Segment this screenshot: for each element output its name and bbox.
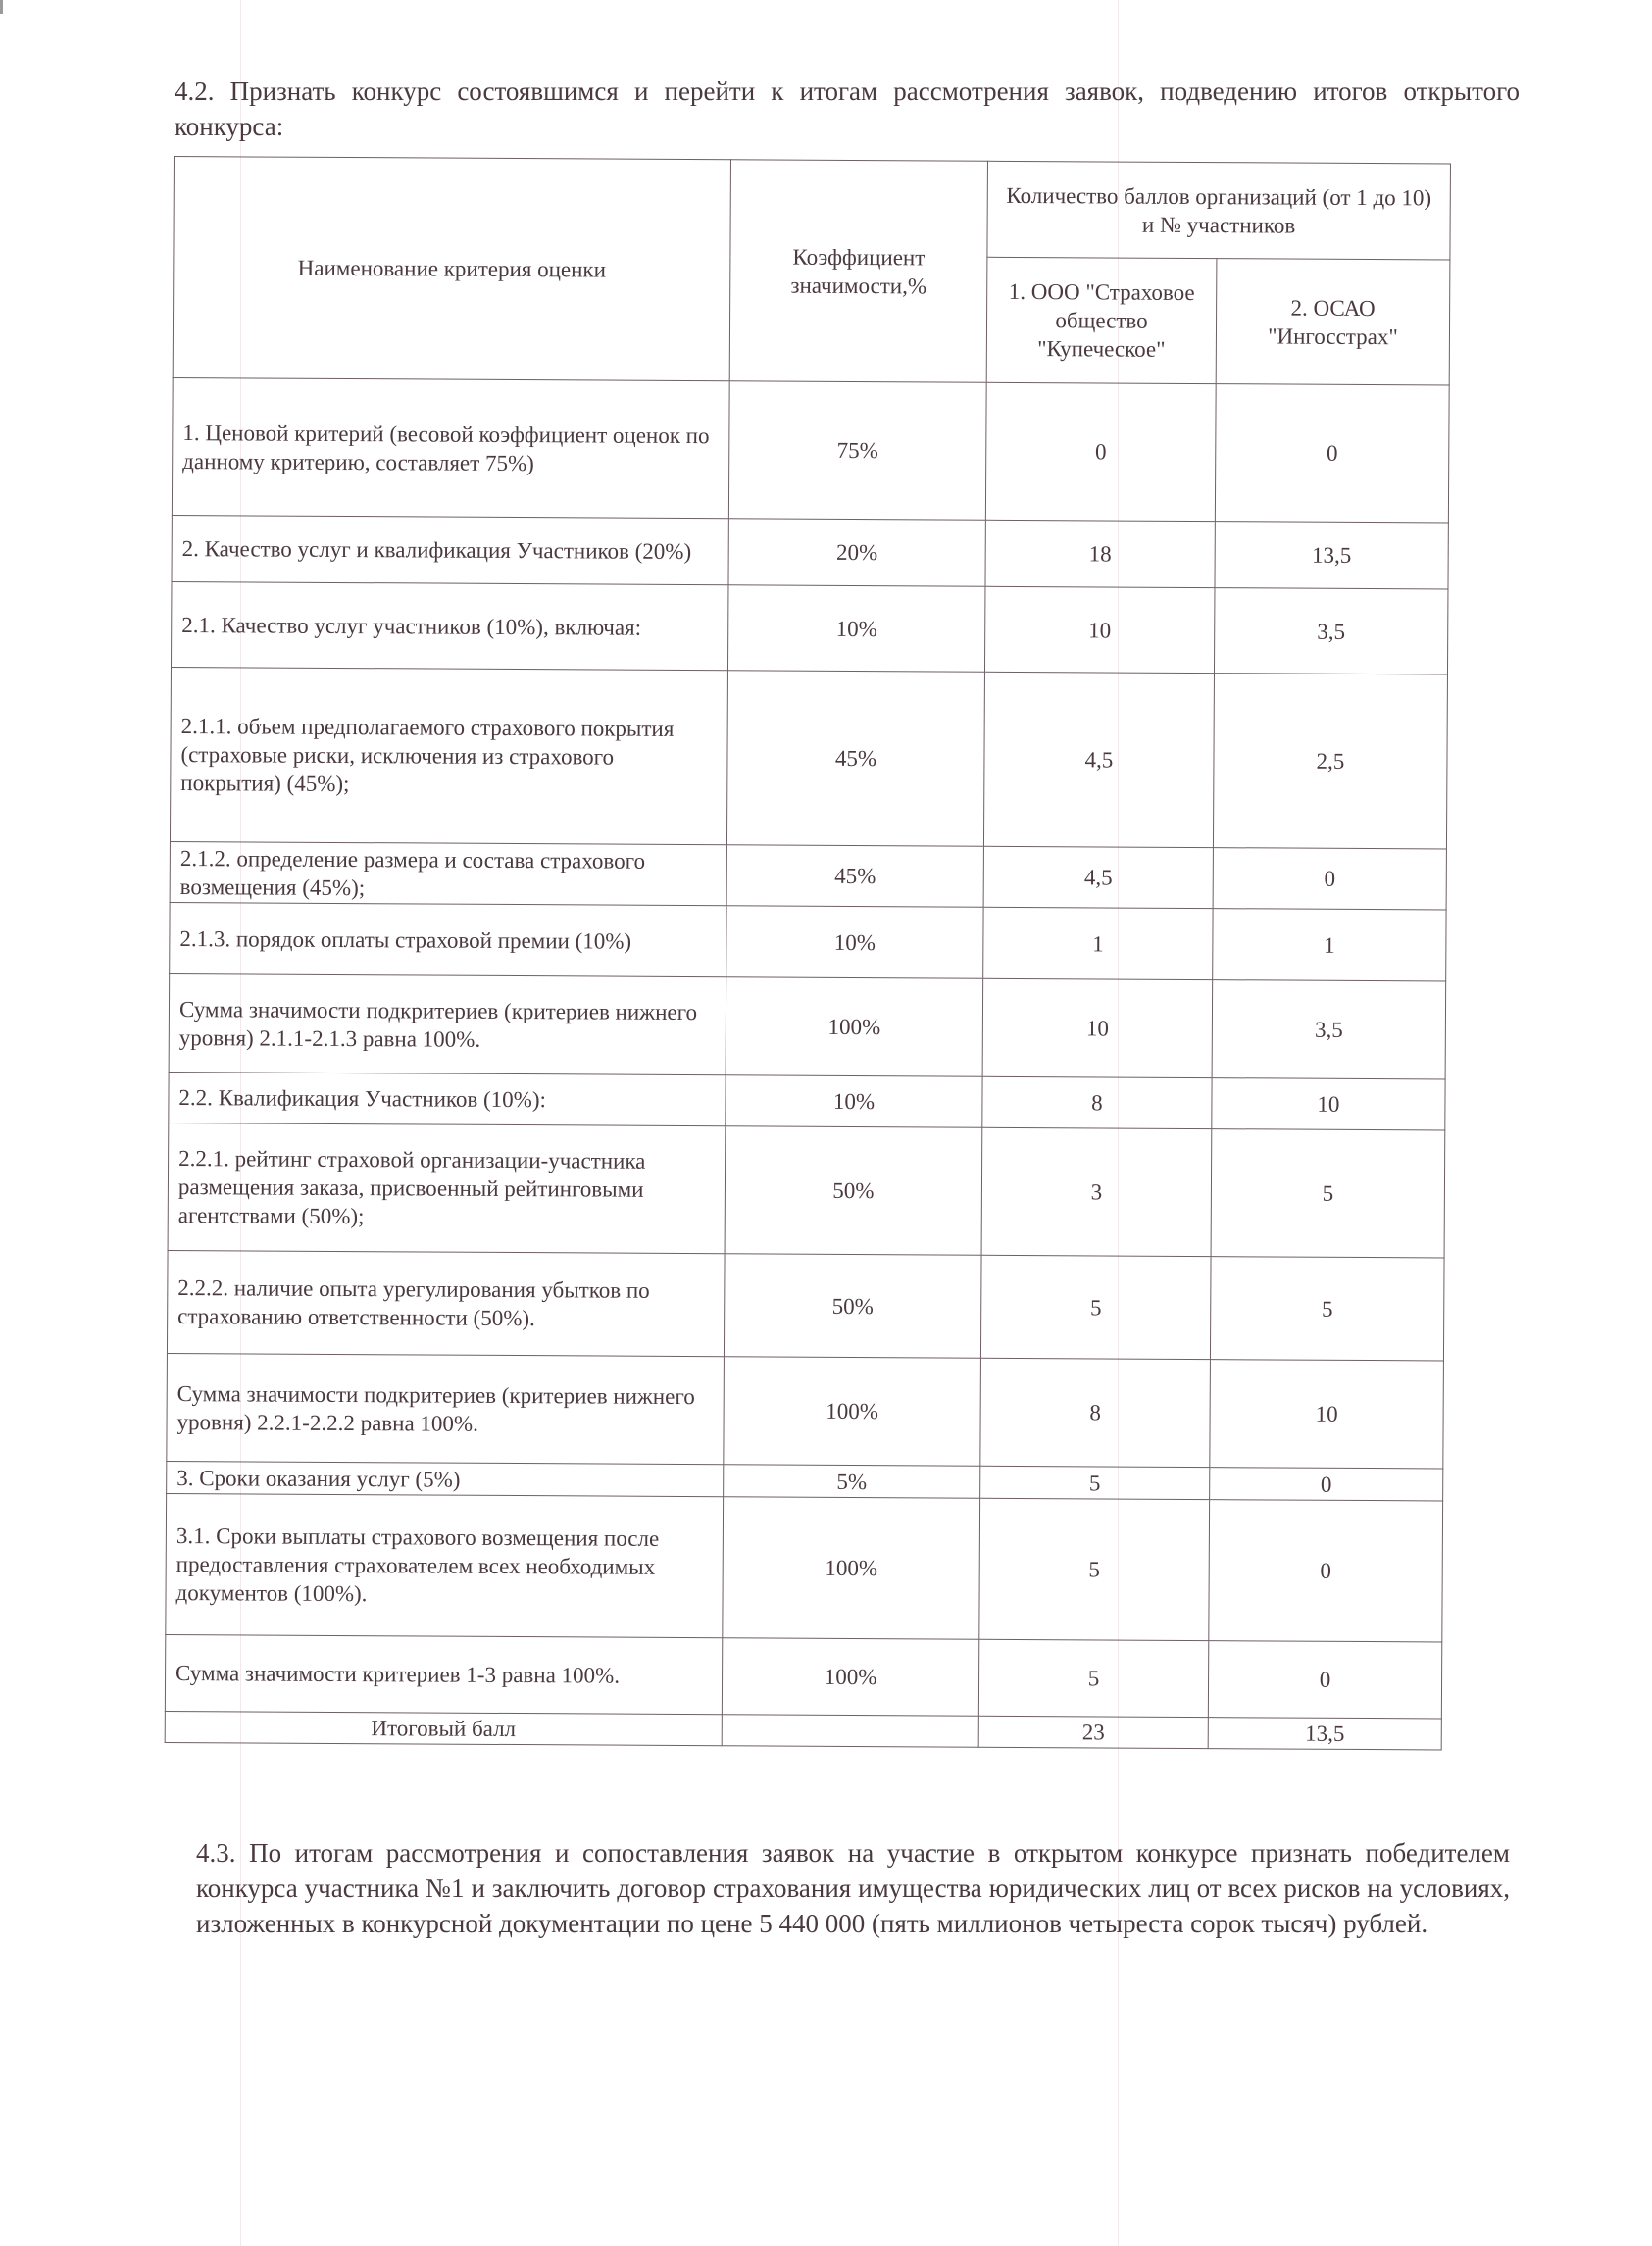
participant-1-score: 5 xyxy=(978,1639,1208,1717)
coefficient-cell: 100% xyxy=(724,1357,981,1467)
participant-2-score: 10 xyxy=(1210,1360,1444,1469)
criterion-cell: 2.1. Качество услуг участников (10%), включая: xyxy=(171,581,727,670)
table-row xyxy=(169,973,1446,1078)
table-row xyxy=(172,515,1448,588)
participant-2-score: 3,5 xyxy=(1214,588,1447,674)
evaluation-table xyxy=(165,156,1451,1750)
criterion-cell: 2.2.2. наличие опыта урегулирования убытков по страхованию ответственности (50%). xyxy=(167,1250,725,1356)
table-row xyxy=(170,667,1447,848)
participant-1-score: 1 xyxy=(983,907,1213,979)
criterion-cell: 2.1.3. порядок оплаты страховой премии (10%) xyxy=(170,902,726,976)
table-row xyxy=(167,1250,1444,1360)
table-row xyxy=(166,1493,1443,1641)
criterion-cell: Сумма значимости подкритериев (критериев нижнего уровня) 2.1.1-2.1.3 равна 100%. xyxy=(169,973,726,1074)
criterion-cell: Сумма значимости подкритериев (критериев нижнего уровня) 2.2.1-2.2.2 равна 100%. xyxy=(167,1353,725,1464)
criterion-cell: 1. Ценовой критерий (весовой коэффициент оценок по данному критерию, составляет 75%) xyxy=(172,377,729,518)
criterion-cell: 3. Сроки оказания услуг (5%) xyxy=(167,1461,724,1496)
criterion-cell: 2. Качество услуг и квалификация Участников (20%) xyxy=(172,515,728,584)
coefficient-cell: 45% xyxy=(726,845,983,908)
coefficient-cell: 20% xyxy=(728,519,985,587)
participant-1-score: 5 xyxy=(979,1498,1210,1640)
total-label: Итоговый балл xyxy=(165,1711,722,1745)
participant-1-score: 10 xyxy=(984,586,1214,673)
participant-2-score: 0 xyxy=(1210,1468,1443,1501)
coefficient-cell: 10% xyxy=(726,906,983,979)
participant-2-score: 5 xyxy=(1211,1129,1445,1258)
participant-1-score: 8 xyxy=(980,1358,1211,1467)
scan-edge-mark xyxy=(0,0,3,14)
coefficient-cell: 45% xyxy=(726,671,984,847)
coefficient-cell: 10% xyxy=(726,1075,982,1128)
participant-1-score: 3 xyxy=(981,1127,1212,1256)
total-row xyxy=(165,1711,1441,1749)
criterion-cell: 3.1. Сроки выплаты страхового возмещения после предоставления страхователем всех необходимых документов (100%). xyxy=(166,1493,724,1637)
table-row xyxy=(170,841,1446,909)
header-coefficient: Коэффициент значимости,% xyxy=(729,160,987,383)
table-row xyxy=(170,902,1446,980)
table-row xyxy=(167,1353,1444,1468)
section-4-3-paragraph: 4.3. По итогам рассмотрения и сопоставления заявок на участие в открытом конкурсе признать победителем конкурса участника №1 и заключить договор страхования имущества юридических лиц от всех рисков на условиях, изложенных в конкурсной документации по цене 5 440 000 (пять миллионов четыреста сорок тысяч) рублей. xyxy=(196,1838,1510,1938)
participant-1-score: 0 xyxy=(985,382,1216,521)
participant-2-score: 13,5 xyxy=(1215,522,1448,589)
participant-1-score: 4,5 xyxy=(983,846,1213,908)
header-participant-1: 1. ООО "Страховое общество "Купеческое" xyxy=(986,257,1217,383)
coefficient-cell: 5% xyxy=(724,1465,980,1499)
participant-1-score: 5 xyxy=(980,1466,1210,1499)
total-participant-2: 13,5 xyxy=(1208,1718,1441,1750)
participant-2-score: 3,5 xyxy=(1212,980,1446,1079)
table-row xyxy=(165,1634,1441,1718)
participant-1-score: 8 xyxy=(982,1076,1212,1128)
participant-2-score: 0 xyxy=(1209,1500,1443,1642)
coefficient-cell: 10% xyxy=(727,585,984,673)
total-participant-1: 23 xyxy=(978,1716,1208,1748)
criterion-cell: 2.1.2. определение размера и состава страхового возмещения (45%); xyxy=(170,841,726,905)
participant-2-score: 0 xyxy=(1213,848,1446,910)
table-row xyxy=(168,1123,1445,1257)
criterion-cell: 2.2.1. рейтинг страховой организации-участника размещения заказа, присвоенный рейтинговыми агентствами (50%); xyxy=(168,1123,726,1253)
participant-2-score: 0 xyxy=(1215,384,1449,523)
participant-2-score: 1 xyxy=(1213,909,1446,981)
table-row xyxy=(171,581,1447,674)
participant-2-score: 10 xyxy=(1212,1078,1445,1130)
table-row xyxy=(172,377,1449,522)
participant-1-score: 10 xyxy=(982,978,1213,1077)
coefficient-cell: 100% xyxy=(726,977,983,1077)
coefficient-cell: 50% xyxy=(724,1254,981,1359)
criterion-cell: 2.1.1. объем предполагаемого страхового покрытия (страховые риски, исключения из страхового покрытия) (45%); xyxy=(170,667,727,844)
coefficient-cell: 75% xyxy=(728,381,986,521)
coefficient-cell: 100% xyxy=(723,1497,980,1640)
header-scores-group: Количество баллов организаций (от 1 до 10) и № участников xyxy=(987,161,1451,260)
header-participant-2: 2. ОСАО "Ингосстрах" xyxy=(1216,259,1450,385)
coefficient-cell: 50% xyxy=(725,1126,982,1256)
criterion-cell: 2.2. Квалификация Участников (10%): xyxy=(169,1072,726,1125)
participant-2-score: 2,5 xyxy=(1213,674,1447,849)
header-criterion: Наименование критерия оценки xyxy=(173,157,730,381)
section-4-2-paragraph: 4.2. Признать конкурс состоявшимся и перейти к итогам рассмотрения заявок, подведению итогов открытого конкурса: xyxy=(175,76,1520,141)
criterion-cell: Сумма значимости критериев 1-3 равна 100%. xyxy=(165,1634,722,1714)
participant-2-score: 5 xyxy=(1210,1257,1444,1361)
total-coefficient xyxy=(722,1715,978,1748)
participant-1-score: 5 xyxy=(980,1255,1211,1359)
participant-1-score: 18 xyxy=(985,520,1215,587)
participant-2-score: 0 xyxy=(1208,1641,1441,1719)
participant-1-score: 4,5 xyxy=(983,672,1214,847)
table-row xyxy=(169,1072,1445,1129)
coefficient-cell: 100% xyxy=(722,1638,978,1717)
